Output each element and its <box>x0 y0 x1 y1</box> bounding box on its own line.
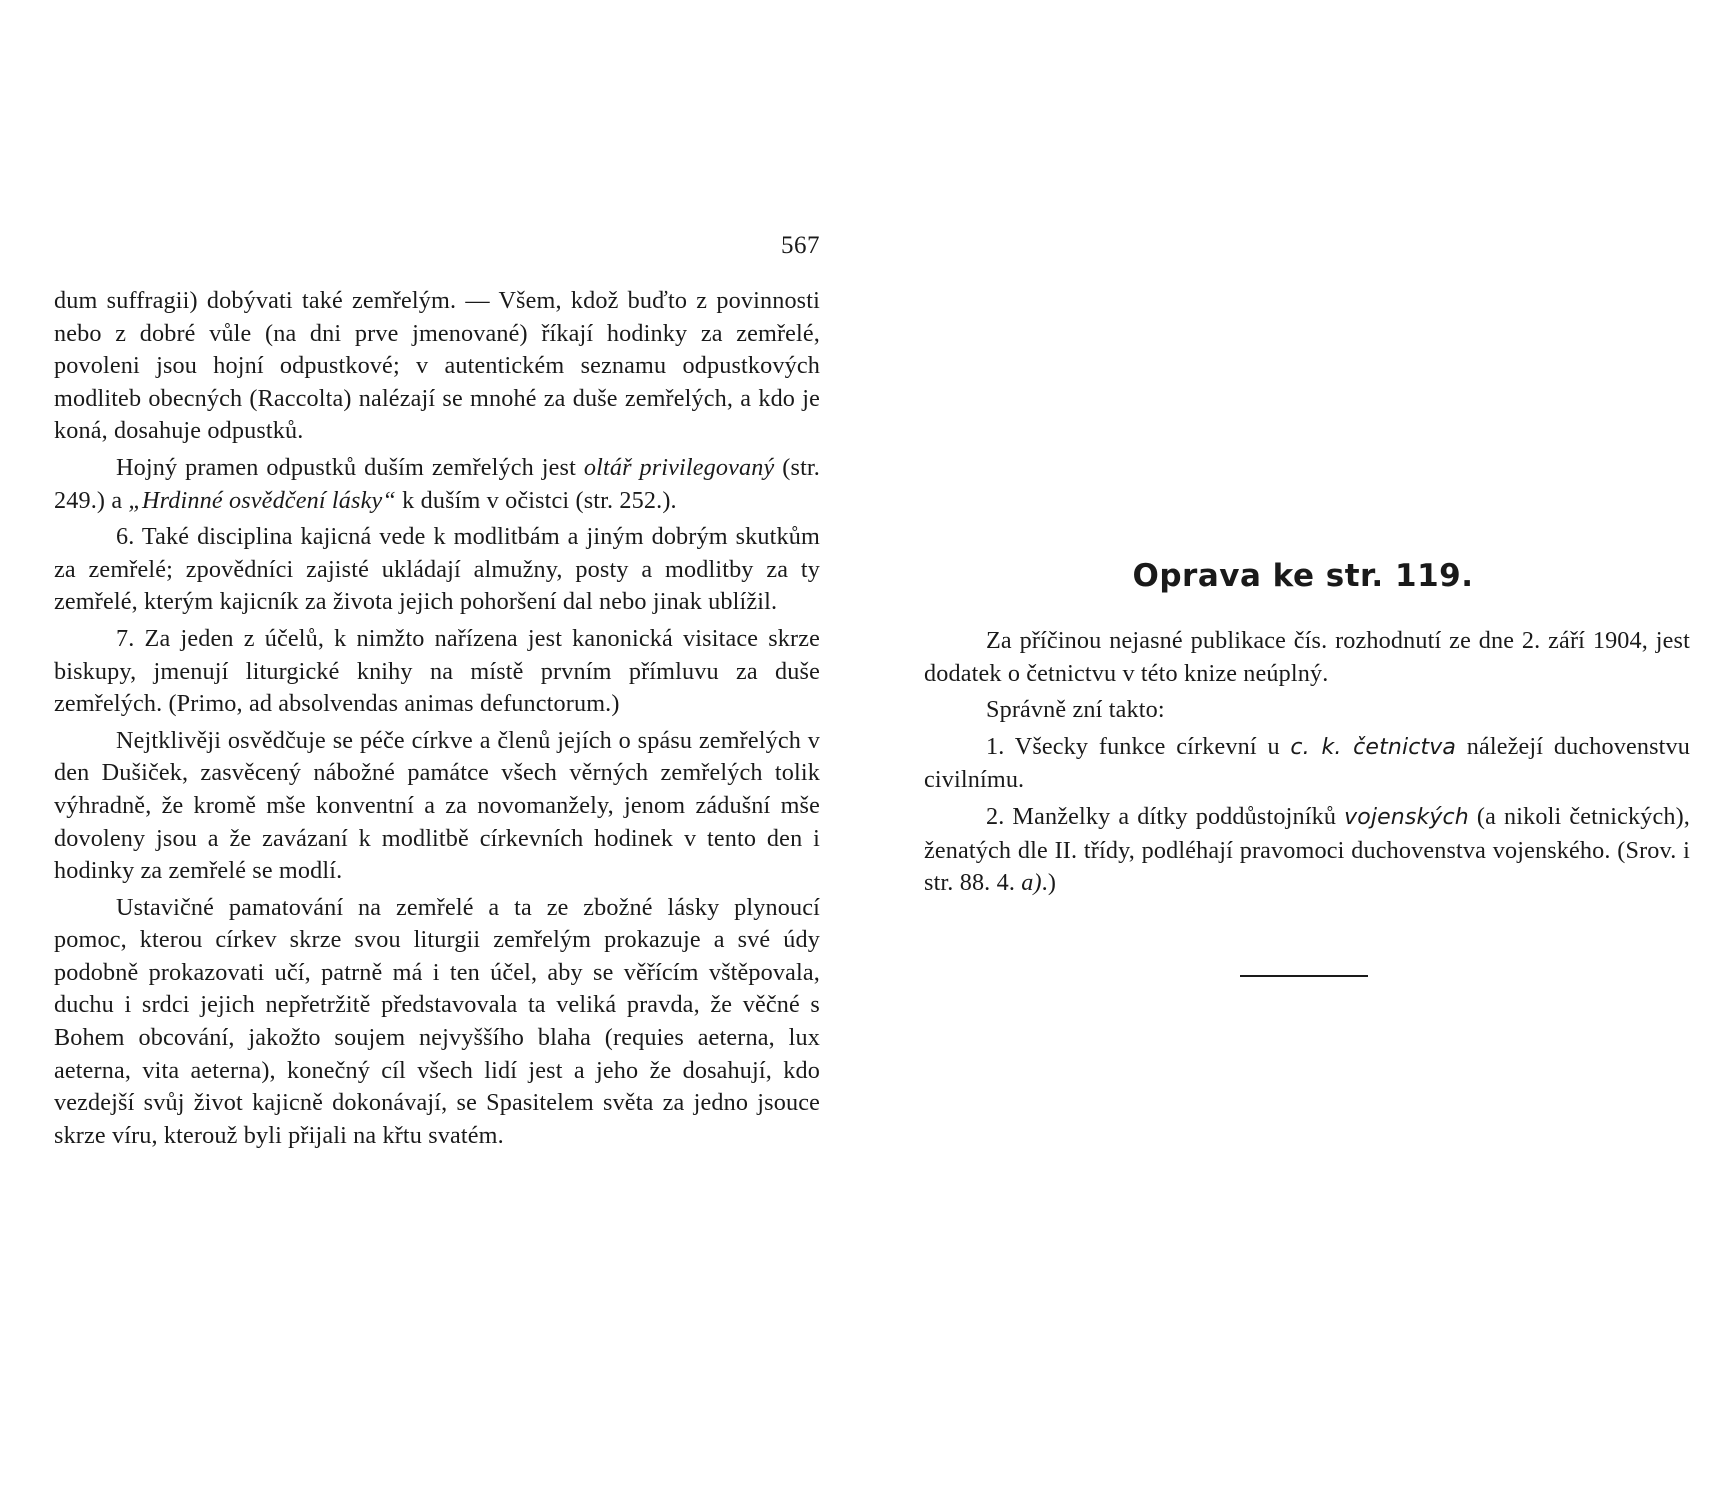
paragraph-continuation: dum suffragii) dobývati také zemřelým. — Všem, kdož buďto z povinnosti nebo z dobré vůle (na dni prve jmenované) říkají hodinky za zemřelé, povoleni jsou hojní odpustkové; v autentickém seznamu odpustkových modliteb obecných (Raccolta) nalézají se mnohé za duše zemřelých, a kdo je koná, dosahuje odpustků. <box>54 287 820 445</box>
correction-paragraph-lead: Správně zní takto: <box>986 696 1165 724</box>
left-page-body <box>54 285 820 1156</box>
paragraph-text: Hojný pramen odpustků duším zemřelých jest <box>116 453 584 481</box>
page-number: 567 <box>781 232 820 259</box>
italic-letter-a: a) <box>1021 869 1042 897</box>
paragraph-6: 6. Také disciplina kajicná vede k modlitbám a jiným dobrým skutkům za zemřelé; zpovědníci zajisté ukládají almužny, posty a modlitby za ty zemřelé, kterým kajicník za života jejich pohoršení dal nebo jinak ublížil. <box>54 523 820 616</box>
correction-body <box>924 625 1690 904</box>
emphasis-gendarmerie: c. k. četnictva <box>1290 734 1457 760</box>
paragraph-remembrance: Ustavičné pamatování na zemřelé a ta ze zbožné lásky plynoucí pomoc, kterou církev skrze svou liturgii zemřelým prokazuje a své údy podobně prokazovati učí, patrně má i ten účel, aby se věřícím vštěpovala, duchu i srdci jejich nepřetržitě představovala ta veliká pravda, že věčné s Bohem obcování, jakožto soujem nejvyššího blaha (requies aeterna, lux aeterna, vita aeterna), konečný cíl všech lidí jest a jeho že dosahují, kdo vezdejší svůj život kajicně dokonávají, se Spasitelem světa za jedno jsouce skrze víru, kterouž byli přijali na křtu svatém. <box>54 893 820 1149</box>
item-text: náležejí duchovenstvu civilnímu. <box>924 732 1691 794</box>
paragraph-text: (str. 249.) a <box>54 453 821 514</box>
item-text: (a nikoli četnických), ženatých dle II. třídy, podléhají pravomoci duchovenstva vojenského. (Srov. i str. 88. 4. <box>924 802 1690 897</box>
correction-item-2 <box>924 801 1690 900</box>
correction-item-1 <box>924 731 1690 797</box>
item-text: .) <box>1041 869 1057 897</box>
paragraph-7: 7. Za jeden z účelů, k nimžto nařízena jest kanonická visitace skrze biskupy, jmenují liturgické knihy na místě prvním přímluvu za duše zemřelých. (Primo, ad absolvendas animas defunctorum.) <box>54 624 820 718</box>
paragraph-text: k duším v očistci (str. 252.). <box>395 486 677 514</box>
item-text: 2. Manželky a dítky poddůstojníků <box>986 802 1345 830</box>
correction-title: Oprava ke str. 119. <box>1132 558 1474 594</box>
emphasis-military: vojenských <box>1344 804 1469 830</box>
correction-paragraph-intro: Za příčinou nejasné publikace čís. rozhodnutí ze dne 2. září 1904, jest dodatek o četnictvu v této knize neúplný. <box>924 627 1690 687</box>
paragraph-all-souls: Nejtklivěji osvědčuje se péče církve a členů jejích o spásu zemřelých v den Dušiček, zasvěcený nábožné památce všech věrných zemřelých tolik výhradně, že kromě mše konventní a za novomanžely, jenom zádušní mše dovoleny jsou a že zavázaní k modlitbě církevních hodinek v tento den i hodinky za zemřelé se modlí. <box>54 726 820 885</box>
italic-term-altar: oltář privilegovaný <box>583 453 775 481</box>
item-text: 1. Všecky funkce církevní u <box>986 732 1291 760</box>
italic-term-heroic-act: „Hrdinné osvědčení lásky“ <box>128 486 396 514</box>
end-rule-divider <box>1240 975 1368 977</box>
paragraph-indulgences <box>54 452 820 517</box>
